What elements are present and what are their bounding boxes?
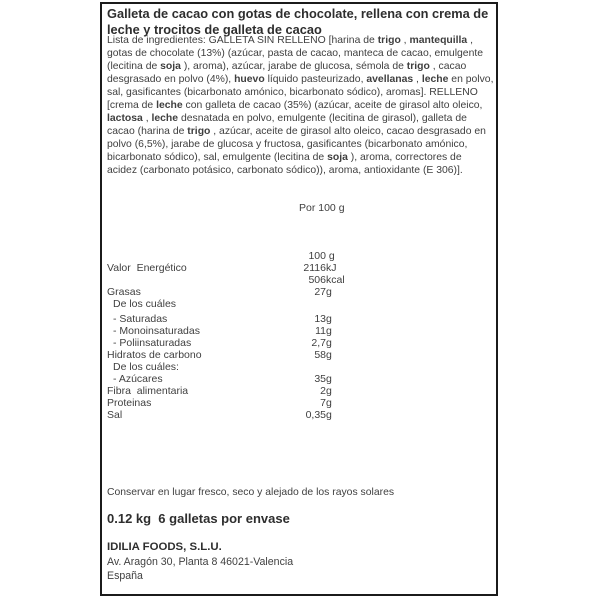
- allergen-ingredient: trigo: [406, 61, 430, 72]
- nutrition-row: [107, 409, 494, 421]
- net-weight: 0.12 kg 6 galletas por envase: [107, 511, 290, 526]
- nutrient-value: 35: [314, 373, 326, 385]
- nutrient-unit: g: [326, 313, 332, 325]
- ingredient-text: con galleta de cacao (35%) (azúcar, aceite de girasol alto oleico,: [182, 100, 483, 111]
- product-title: Galleta de cacao con gotas de chocolate, rellena con crema de leche y trocitos de galleta de cacao: [107, 6, 489, 37]
- ingredients-text: [107, 34, 494, 177]
- storage-instructions: Conservar en lugar fresco, seco y alejado de los rayos solares: [107, 487, 395, 498]
- nutrition-row: [107, 298, 494, 310]
- nutrient-unit: g: [326, 385, 332, 397]
- nutrient-value: 2: [320, 385, 326, 397]
- ingredient-text: ,: [142, 113, 152, 124]
- nutrient-label: Hidratos de carbono: [107, 349, 202, 361]
- nutrient-label: [107, 274, 277, 286]
- nutrient-unit: g: [326, 250, 335, 262]
- manufacturer-block: [107, 540, 293, 584]
- allergen-ingredient: soja: [160, 61, 181, 72]
- nutrient-unit: g: [326, 349, 332, 361]
- allergen-ingredient: leche: [156, 100, 183, 111]
- nutrient-unit: g: [326, 286, 332, 298]
- ingredient-text: desnatada en polvo, emulgente (lecitina de girasol), galleta de cacao (harina de: [107, 113, 467, 137]
- nutrition-row: [107, 373, 494, 385]
- nutrient-label: Valor Energético: [107, 262, 187, 274]
- nutrient-label: Fibra alimentaria: [107, 385, 189, 397]
- ingredient-text: ,: [413, 74, 422, 85]
- ingredient-text: ,: [400, 35, 410, 46]
- ingredient-text: , cacao desgrasado en polvo (4%),: [107, 61, 467, 85]
- nutrient-unit: g: [326, 397, 332, 409]
- allergen-ingredient: avellanas: [366, 74, 414, 85]
- nutrition-row: [107, 385, 494, 397]
- nutrition-row: [107, 349, 494, 361]
- nutrition-row: [107, 286, 494, 298]
- allergen-ingredient: lactosa: [107, 113, 143, 124]
- nutrition-row: [107, 397, 494, 409]
- nutrient-value: [277, 298, 326, 310]
- nutrient-label: - Saturadas: [113, 313, 168, 325]
- nutrient-label: Sal: [107, 409, 123, 421]
- nutrient-value: 506: [308, 274, 326, 286]
- per-100g-column-header: Por 100 g: [299, 202, 345, 214]
- nutrition-row: [107, 262, 494, 274]
- nutrient-value: 7: [320, 397, 326, 409]
- allergen-ingredient: huevo: [234, 74, 265, 85]
- ingredient-text: , azúcar, aceite de girasol alto oleico, cacao desgrasado en polvo (6,5%), jarabe de glucosa y fructosa, gasificantes (bicarbonato amónico, bicarbonato sódico), sal, emulgente (lecitina de: [107, 126, 486, 163]
- allergen-ingredient: trigo: [377, 35, 401, 46]
- nutrient-label: Grasas: [107, 286, 141, 298]
- ingredient-text: , gotas de chocolate (13%) (azúcar, pasta de cacao, manteca de cacao, emulgente (lecitina de: [107, 35, 484, 72]
- nutrient-label: - Azúcares: [113, 373, 163, 385]
- nutrient-value: 11: [315, 325, 326, 337]
- ingredient-text: en polvo, sal, gasificantes (bicarbonato amónico, bicarbonato sódico), aromas]. RELLENO [crema de: [107, 74, 494, 111]
- ingredient-text: Lista de ingredientes: GALLETA SIN RELLENO [harina de: [107, 35, 378, 46]
- allergen-ingredient: leche: [421, 74, 449, 85]
- manufacturer-address: Av. Aragón 30, Planta 8 46021-Valencia: [107, 555, 294, 568]
- nutrition-row: [107, 274, 494, 286]
- nutrition-row: [107, 250, 494, 262]
- nutrient-value: [277, 361, 326, 373]
- nutrition-table: [107, 250, 494, 421]
- nutrient-unit: kcal: [326, 274, 345, 286]
- nutrient-unit: g: [326, 409, 332, 421]
- nutrition-row: [107, 325, 494, 337]
- nutrient-value: 2,7: [311, 337, 326, 349]
- nutrient-label: Proteinas: [107, 397, 152, 409]
- allergen-ingredient: trigo: [187, 126, 211, 137]
- allergen-ingredient: mantequilla: [409, 35, 468, 46]
- nutrient-value: 2116: [303, 262, 326, 274]
- nutrient-unit: g: [326, 337, 332, 349]
- nutrient-unit: g: [326, 373, 332, 385]
- nutrient-label: De los cuáles: [113, 298, 177, 310]
- nutrient-unit: g: [326, 325, 332, 337]
- label-border-box: [100, 2, 498, 596]
- ingredient-text: líquido pasteurizado,: [264, 74, 367, 85]
- nutrient-value: 27: [314, 286, 326, 298]
- manufacturer-name: IDILIA FOODS, S.L.U.: [107, 541, 222, 553]
- nutrient-value: 100: [308, 250, 326, 262]
- nutrient-label: - Monoinsaturadas: [113, 325, 200, 337]
- nutrient-unit: kJ: [326, 262, 337, 274]
- nutrient-label: - Poliinsaturadas: [113, 337, 192, 349]
- nutrition-row: [107, 313, 494, 325]
- allergen-ingredient: soja: [327, 152, 348, 163]
- nutrient-label: [107, 250, 277, 262]
- ingredient-text: ), aroma, correctores de acidez (carbonato potásico, carbonato sódico)), aroma, antioxidante (E 306)].: [107, 152, 463, 176]
- nutrient-label: De los cuáles:: [113, 361, 179, 373]
- nutrient-value: 58: [314, 349, 326, 361]
- allergen-ingredient: leche: [151, 113, 179, 124]
- nutrition-row: [107, 361, 494, 373]
- nutrient-value: 13: [314, 313, 326, 325]
- ingredient-text: ), aroma), azúcar, jarabe de glucosa, sémola de: [180, 61, 407, 72]
- nutrition-row: [107, 337, 494, 349]
- manufacturer-country: España: [107, 570, 143, 583]
- nutrient-value: 0,35: [305, 409, 326, 421]
